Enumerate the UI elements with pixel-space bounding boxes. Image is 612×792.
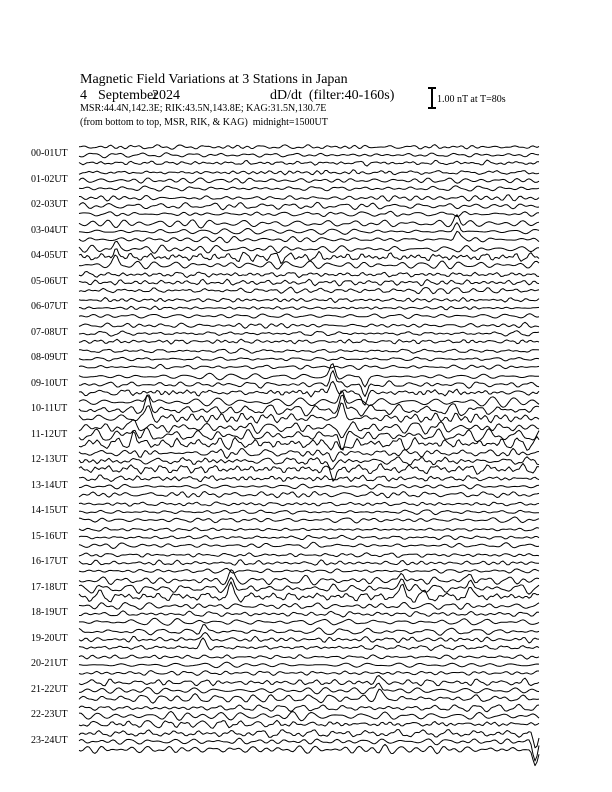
trace-kag <box>79 676 539 686</box>
trace-rik <box>79 484 539 489</box>
trace-order-note: (from bottom to top, MSR, RIK, & KAG) midnight=1500UT <box>80 117 328 128</box>
hour-label: 16-17UT <box>31 556 68 567</box>
hour-label: 23-24UT <box>31 734 68 746</box>
hour-label: 21-22UT <box>31 683 68 695</box>
hour-label: 15-16UT <box>31 530 68 542</box>
hour-label: 03-04UT <box>31 224 68 236</box>
trace-kag <box>79 502 539 506</box>
trace-msr <box>79 689 539 703</box>
trace-rik <box>79 738 539 761</box>
hour-label: 10-11UT <box>31 403 68 414</box>
trace-msr <box>79 542 539 548</box>
date-month: September <box>98 88 158 103</box>
trace-msr <box>79 211 539 216</box>
hour-label: 05-06UT <box>31 275 68 287</box>
hour-label: 14-15UT <box>31 505 68 516</box>
trace-msr <box>79 403 539 423</box>
trace-msr <box>79 568 539 573</box>
trace-msr <box>79 339 539 344</box>
trace-msr <box>79 160 539 166</box>
trace-msr <box>79 582 539 602</box>
trace-rik <box>79 202 539 210</box>
trace-rik <box>79 428 539 451</box>
trace-msr <box>79 364 539 369</box>
trace-rik <box>79 357 539 361</box>
trace-rik <box>79 306 539 310</box>
trace-kag <box>79 215 539 228</box>
trace-kag <box>79 241 539 253</box>
hour-label: 12-13UT <box>31 454 68 465</box>
scale-label: 1.00 nT at T=80s <box>437 94 506 105</box>
hour-label: 01-02UT <box>31 173 68 185</box>
station-coordinates: MSR:44.4N,142.3E; RIK:43.5N,143.8E; KAG:31.5N,130.7E <box>80 103 327 114</box>
trace-msr <box>79 671 539 676</box>
trace-rik <box>79 662 539 668</box>
trace-kag <box>79 603 539 610</box>
trace-msr <box>79 517 539 523</box>
trace-rik <box>79 178 539 183</box>
hour-label: 09-10UT <box>31 377 68 389</box>
hour-label: 20-21UT <box>31 658 68 669</box>
hour-label: 11-12UT <box>31 428 68 440</box>
trace-rik <box>79 279 539 286</box>
hour-label: 06-07UT <box>31 301 68 312</box>
trace-kag <box>79 348 539 353</box>
trace-kag <box>79 195 539 201</box>
trace-rik <box>79 577 539 594</box>
trace-msr <box>79 314 539 319</box>
trace-kag <box>79 475 539 482</box>
trace-kag <box>79 553 539 558</box>
quantity-filter-label: dD/dt (filter:40-160s) <box>270 88 395 103</box>
hour-label: 22-23UT <box>31 709 68 720</box>
trace-kag <box>79 528 539 532</box>
hour-label: 04-05UT <box>31 250 68 261</box>
trace-rik <box>79 223 539 235</box>
trace-kag <box>79 272 539 278</box>
trace-kag <box>79 730 539 748</box>
trace-rik <box>79 153 539 158</box>
chart-title: Magnetic Field Variations at 3 Stations in Japan <box>80 72 348 87</box>
trace-kag <box>79 322 539 328</box>
trace-rik <box>79 535 539 539</box>
hour-label: 17-18UT <box>31 581 68 593</box>
trace-kag <box>79 170 539 175</box>
trace-rik <box>79 611 539 617</box>
trace-kag <box>79 655 539 659</box>
date-year: 2024 <box>152 88 180 103</box>
hour-label: 00-01UT <box>31 148 68 159</box>
trace-rik <box>79 560 539 565</box>
trace-msr <box>79 432 539 451</box>
trace-msr <box>79 255 539 269</box>
trace-kag <box>79 704 539 712</box>
trace-rik <box>79 711 539 720</box>
trace-msr <box>79 720 539 728</box>
trace-kag <box>79 145 539 150</box>
hour-label: 18-19UT <box>31 607 68 618</box>
trace-msr <box>79 744 539 765</box>
trace-rik <box>79 510 539 515</box>
hour-label: 08-09UT <box>31 352 68 363</box>
trace-msr <box>79 186 539 191</box>
trace-rik <box>79 331 539 337</box>
hour-label: 02-03UT <box>31 199 68 210</box>
trace-msr <box>79 287 539 294</box>
trace-msr <box>79 492 539 498</box>
trace-kag <box>79 625 539 636</box>
trace-kag <box>79 298 539 303</box>
trace-msr <box>79 618 539 625</box>
hour-label: 13-14UT <box>31 479 68 491</box>
trace-msr <box>79 231 539 243</box>
hour-label: 07-08UT <box>31 326 68 338</box>
hour-label: 19-20UT <box>31 632 68 644</box>
date-day: 4 <box>80 88 87 103</box>
trace-msr <box>79 463 539 481</box>
